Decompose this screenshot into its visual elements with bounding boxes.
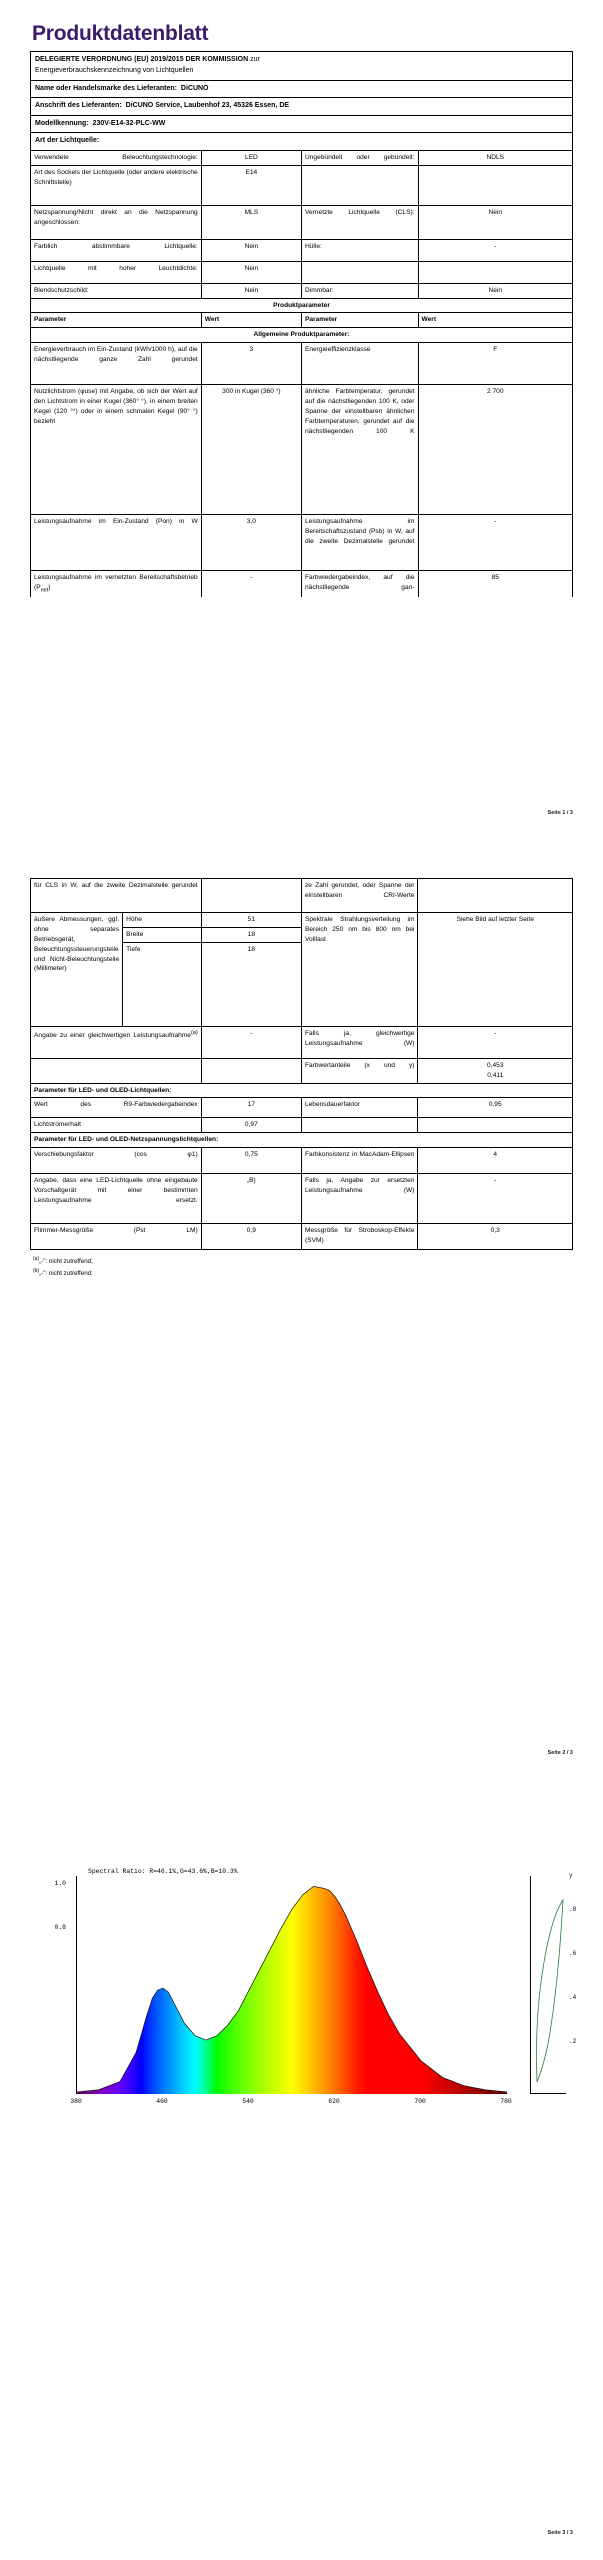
page-footer-2: Seite 2 / 3 [547,1750,573,1756]
cell-value: MLS [201,205,301,239]
cell-param: Leistungsaufnahme im Bereitschaftszustand (Psb) in W, auf die zweite Dezimalstelle gerundet [301,515,418,571]
x-tick-label-380: 380 [70,2098,82,2105]
cell-value: Siehe Bild auf letzter Seite [418,913,573,1027]
cell-dim-value: 18 [201,927,301,942]
table-row [31,515,573,571]
page-title: Produktdatenblatt [32,22,209,45]
cell-param-continued: für CLS in W, auf die zweite Dezimalstelle gerundet [31,879,202,913]
y-tick-label-0.8: 0.8 [54,1924,66,1931]
x-tick-label-540: 540 [242,2098,254,2105]
cell-param: Leistungsaufnahme im vernetzten Bereitschaftsbetrieb $(P_{net})$ [31,571,202,597]
cell-param: Art des Sockels der Lichtquelle (oder andere elektrische Schnittstelle) [31,165,202,205]
table-row [31,1098,573,1118]
cell-value: F [418,343,573,385]
cell-value [418,879,573,913]
side-tick-.8: .8 [569,1906,577,1913]
table-row [31,205,573,239]
cell-param: Lebensdauerfaktor [301,1098,418,1118]
cell-param: Verwendete Beleuchtungstechnologie: [31,150,202,165]
cell-param: Blendschutzschild: [31,283,202,298]
cell-value: 0,97 [201,1118,301,1133]
cell-value: 300 in Kugel (360 °) [201,385,301,515]
cell-value: - [201,571,301,597]
cell-value: - [418,1026,573,1058]
x-tick-label-460: 460 [156,2098,168,2105]
cell-param: ähnliche Farbtemperatur, gerundet auf die nächstliegenden 100 K, oder Spanne der einstellbaren ähnlichen Farbtemperaturen, gerundet auf die nächstliegenden 100 K [301,385,418,515]
cell-value: 3 [201,343,301,385]
column-header-row [31,313,573,328]
cell-param: Spektrale Strahlungsverteilung im Bereich 250 nm bis 800 nm bei Volllast [301,913,418,1027]
cell-value: Nein [201,261,301,283]
cell-value: 2 700 [418,385,573,515]
regulation-line-1-suffix: zur [250,56,260,64]
side-tick-.6: .6 [569,1950,577,1957]
table-row-split-top [31,571,573,597]
value-text: „B) [246,1177,256,1185]
cell-value [418,261,573,283]
chart-side-panel [530,1876,566,2094]
page-footer-1: Seite 1 / 3 [547,810,573,816]
cell-dim-name: Höhe [123,913,202,928]
cell-value: - [418,515,573,571]
cell-param: Lichtquelle mit hoher Leuchtdichte: [31,261,202,283]
band-row-produktparameter [31,298,573,313]
cell-param: Farblich abstimmbare Lichtquelle: [31,239,202,261]
light-source-table [30,150,573,597]
footnote-b [33,1267,573,1279]
cell-value: 0,75 [201,1148,301,1174]
chromaticity-x: 0,453 [486,1061,504,1069]
regulation-line-1: DELEGIERTE VERORDNUNG (EU) 2019/2015 DER KOMMISSION [35,56,249,64]
cell-dim-name: Tiefe [123,942,202,1026]
model-label: Modellkennung: [35,119,89,127]
table-row [31,1224,573,1250]
page-1 [0,0,603,830]
supplier-name-value: DiCUNO [180,84,209,92]
chart-title: Spectral Ratio: R=46.1%,G=43.6%,B=10.3% [88,1868,238,1875]
cell-dim-value: 51 [201,913,301,928]
cell-param: Messgröße für Stroboskop-Effekte (SVM) [301,1224,418,1250]
table-row-chromaticity [31,1058,573,1083]
col-header-parameter-1: Parameter [31,313,202,328]
cell-value: E14 [201,165,301,205]
band-label: Parameter für LED- und OLED-Netzspannungslichtquellen: [31,1133,573,1148]
cell-param-dimensions: äußere Abmessungen, ggf. ohne separates Betriebsgerät, Beleuchtungssteuerungsteile und Nicht-Beleuchtungsteile (Millimeter) [31,913,123,1027]
cell-value: Nein [201,283,301,298]
cell-empty [31,1058,202,1083]
light-source-type-row [30,132,573,150]
cell-param: Wert des R9-Farbwiedergabeindex [31,1098,202,1118]
supplier-address-label: Anschrift des Lieferanten: [35,102,122,110]
cell-value: Nein [418,283,573,298]
band-row-led-oled [31,1083,573,1098]
cell-value: 0,9 [201,1224,301,1250]
supplier-name-row [30,80,573,98]
cell-value: - [201,1026,301,1058]
cell-param: Falls ja, gleichwertige Leistungsaufnahme (W) [301,1026,418,1058]
cell-param [301,261,418,283]
cell-value: 3,0 [201,515,301,571]
cell-dim-value: 18 [201,942,301,1026]
cell-value: - [418,1174,573,1224]
table-row [31,239,573,261]
spectral-distribution-chart [30,1862,577,2132]
cell-param: Falls ja, Angabe zur ersetzten Leistungsaufnahme (W) [301,1174,418,1224]
cell-dim-name: Breite [123,927,202,942]
chart-plot-area [76,1876,506,2094]
x-tick-label-620: 620 [328,2098,340,2105]
cell-param [31,1026,202,1058]
cell-param: Farbkonsistenz in MacAdam-Ellipsen [301,1148,418,1174]
page-footer-3: Seite 3 / 3 [547,2530,573,2536]
spectrum-curve [77,1876,507,2094]
chromaticity-y: 0,411 [487,1071,504,1079]
table-row [31,165,573,205]
cell-value [418,165,573,205]
regulation-line-2: Energieverbrauchskennzeichnung von Lichtquellen [35,66,194,74]
cell-param: Verschiebungsfaktor (cos φ1) [31,1148,202,1174]
table-row [31,261,573,283]
cell-empty [201,1058,301,1083]
table-row [31,283,573,298]
footnote-ref-a: (a) [190,1029,198,1036]
table-row [31,1174,573,1224]
cell-param: Hülle: [301,239,418,261]
cell-param: Flimmer-Messgröße (Pst LM) [31,1224,202,1250]
supplier-address-value: DiCUNO Service, Laubenhof 23, 45326 Essen, DE [125,102,290,110]
table-row-equivalence [31,1026,573,1058]
cell-value: Nein [201,239,301,261]
cell-param: Farbwertanteile (x und y) [301,1058,418,1083]
cell-value: LED [201,150,301,165]
table-row [31,385,573,515]
band-row-led-oled-mains [31,1133,573,1148]
table-row [31,343,573,385]
cell-value [201,879,301,913]
model-row [30,115,573,133]
table-row-split-bottom [31,879,573,913]
side-axis-label-y: y [569,1872,573,1879]
page-3 [0,1770,603,2560]
cell-value: 4 [418,1148,573,1174]
cell-param: Ungebündelt oder gebündelt: [301,150,418,165]
col-header-wert-1: Wert [201,313,301,328]
table-row [31,1148,573,1174]
cell-param: Lichtstromerhalt [31,1118,202,1133]
cell-param: Dimmbar: [301,283,418,298]
cell-param: Energieverbrauch im Ein-Zustand (kWh/1000 h), auf die nächstliegende ganze Zahl gerundet [31,343,202,385]
cell-value: 0,3 [418,1224,573,1250]
band-row-allgemeine [31,328,573,343]
col-header-parameter-2: Parameter [301,313,418,328]
equivalence-label: Angabe zu einer gleichwertigen Leistungsaufnahme [34,1031,191,1039]
cell-param: Farbwiedergabeindex, auf die nächstliegende gan- [301,571,418,597]
cell-value [418,1058,573,1083]
band-label: Allgemeine Produktparameter: [31,328,573,343]
regulation-block [30,51,573,80]
supplier-name-label: Name oder Handelsmarke des Lieferanten: [35,84,177,92]
cell-param: Angabe, dass eine LED-Lichtquelle ohne eingebaute Vorschaltgerät mit einer bestimmten Leistungsaufnahme ersetzt. [31,1174,202,1224]
chromaticity-mini-plot [531,1876,567,2094]
model-value: 230V-E14-32-PLC-WW [92,119,166,127]
side-tick-.4: .4 [569,1994,577,2001]
footnote-text-b: „-": nicht zutreffend; [39,1270,93,1278]
cell-param: Netzspannung/Nicht direkt an die Netzspannung angeschlossen: [31,205,202,239]
x-tick-label-780: 780 [500,2098,512,2105]
footnote-text-a: „-": nicht zutreffend; [39,1258,93,1266]
cell-param: Energieeffizienzklasse [301,343,418,385]
cell-value: NDLS [418,150,573,165]
cell-param [301,165,418,205]
band-label: Produktparameter [31,298,573,313]
x-tick-label-700: 700 [414,2098,426,2105]
table-row [31,1118,573,1133]
table-row [31,150,573,165]
cell-param-continued: ze Zahl gerundet, oder Spanne der einstellbaren CRI-Werte [301,879,418,913]
footnote-mark-b: (b) [33,1268,40,1275]
footnote-a [33,1255,573,1267]
cell-value: 17 [201,1098,301,1118]
cell-value: Nein [418,205,573,239]
cell-param: Nutzlichtstrom (φuse) mit Angabe, ob sich der Wert auf den Lichtstrom in einer Kugel (360° °), in einem breiten Kegel (120 °°) oder in einem schmalen Kegel (90° °) bezieht [31,385,202,515]
cell-value: 85 [418,571,573,597]
col-header-wert-2: Wert [418,313,573,328]
cell-param: Vernetzte Lichtquelle (CLS): [301,205,418,239]
page-2 [0,830,603,1770]
cell-param [301,1118,418,1133]
product-parameters-table-continued [30,878,573,1250]
light-source-type-label: Art der Lichtquelle: [35,137,100,145]
cell-value [201,1174,301,1224]
cell-value: - [418,239,573,261]
cell-value [418,1118,573,1133]
footnotes [30,1255,573,1279]
cell-value: 0,95 [418,1098,573,1118]
side-tick-.2: .2 [569,2038,577,2045]
band-label: Parameter für LED- und OLED-Lichtquellen: [31,1083,573,1098]
table-row-dimensions [31,913,573,928]
y-tick-label-1.0: 1.0 [54,1880,66,1887]
cell-param: Leistungsaufnahme im Ein-Zustand (Pon) in W [31,515,202,571]
supplier-address-row [30,97,573,115]
footnote-mark-a: (a) [33,1256,40,1263]
